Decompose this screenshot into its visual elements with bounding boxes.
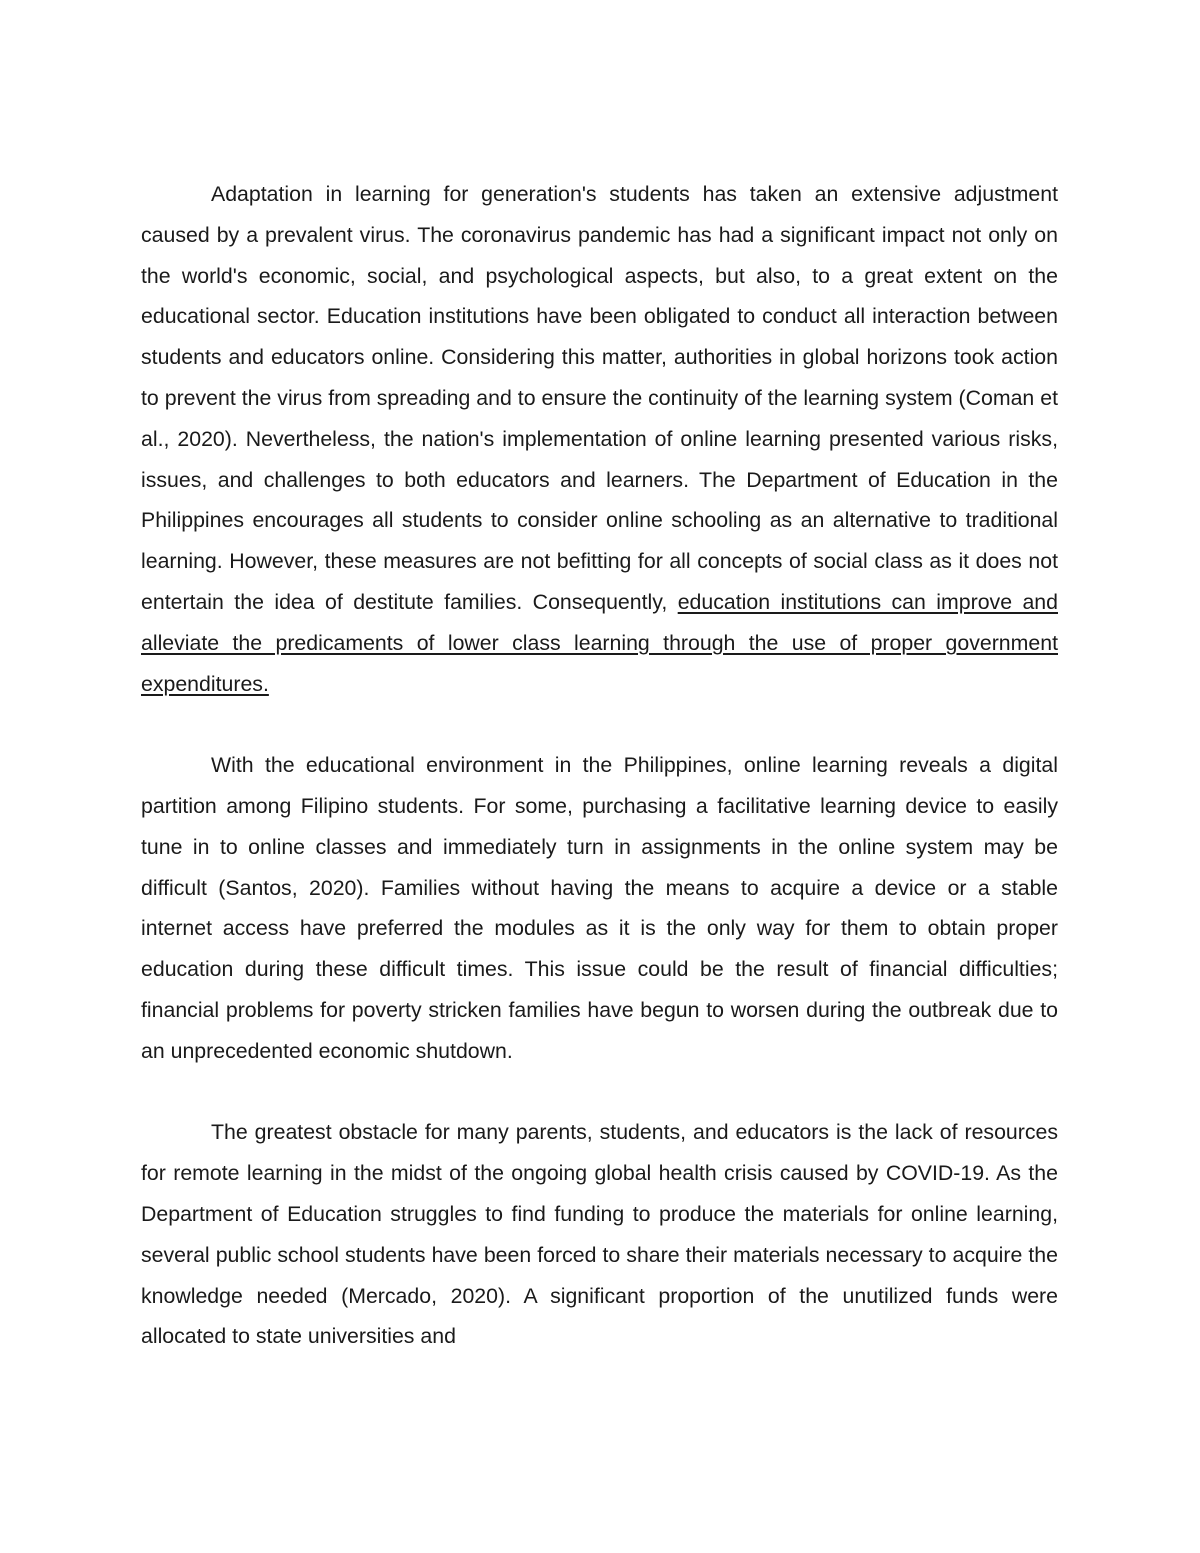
paragraph-digital-divide: With the educational environment in the Philippines, online learning reveals a digital partition among Filipino students. For some, purchasing a facilitative learning device to easily tune in to online classes and immediately turn in assignments in the online system may be difficult (Santos, 2020). Families without having the means to acquire a device or a stable internet access have preferred the modules as it is the only way for them to obtain proper education during these difficult times. This issue could be the result of financial difficulties; financial problems for poverty stricken families have begun to worsen during the outbreak due to an unprecedented economic shutdown. xyxy=(141,753,1058,1063)
paragraph-resources: The greatest obstacle for many parents, students, and educators is the lack of resources for remote learning in the midst of the ongoing global health crisis caused by COVID-19. As the Department of Education struggles to find funding to produce the materials for online learning, several public school students have been forced to share their materials necessary to acquire the knowledge needed (Mercado, 2020). A significant proportion of the unutilized funds were allocated to state universities and xyxy=(141,1120,1058,1349)
intro-text: Adaptation in learning for generation's students has taken an extensive adjustment caused by a prevalent virus. The coronavirus pandemic has had a significant impact not only on the world's economic, social, and psychological aspects, but also, to a great extent on the educational sector. Education institutions have been obligated to conduct all interaction between students and educators online. Considering this matter, authorities in global horizons took action to prevent the virus from spreading and to ensure the continuity of the learning system (Coman et al., 2020). Nevertheless, the nation's implementation of online learning presented various risks, issues, and challenges to both educators and learners. The Department of Education in the Philippines encourages all students to consider online schooling as an alternative to traditional learning. However, these measures are not befitting for all concepts of social class as it does not entertain the idea of destitute families. Consequently, xyxy=(141,182,1058,614)
thesis-statement: education institutions can improve and alleviate the predicaments of lower class learning through the use of proper government expenditures. xyxy=(141,589,1058,696)
paragraph-intro xyxy=(141,174,1058,704)
document-page xyxy=(141,174,1058,1357)
